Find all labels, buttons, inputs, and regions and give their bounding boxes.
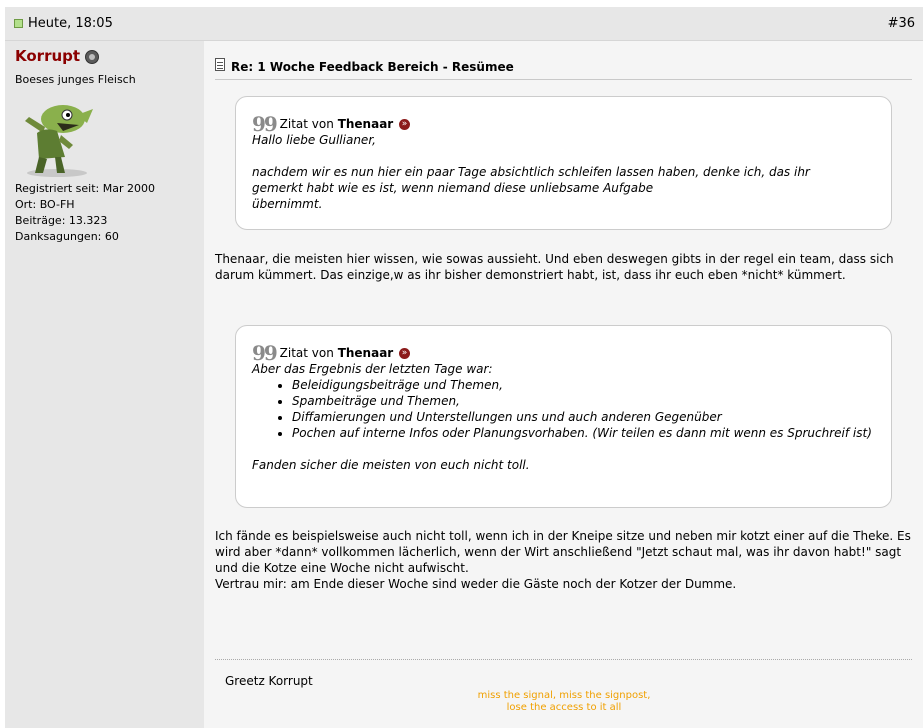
post-status-icon — [14, 19, 23, 28]
list-item: • Pochen auf interne Infos oder Planungsvorhaben. (Wir teilen es dann mit wenn es Spruchreif ist) — [292, 425, 882, 441]
quote-box — [235, 325, 892, 508]
quote-author: Thenaar — [337, 117, 394, 131]
post-body-end — [215, 528, 915, 592]
user-title: Boeses junges Fleisch — [15, 73, 136, 86]
quote-mark-icon: 99 — [252, 341, 276, 365]
quote-line: Hallo liebe Gullianer, — [252, 133, 376, 147]
document-icon — [215, 58, 225, 71]
offline-status-icon — [85, 50, 99, 64]
list-item: • Beleidigungsbeiträge und Themen, — [292, 377, 882, 393]
quote-line: gemerkt habt wie es ist, wenn niemand diese unliebsame Aufgabe — [252, 181, 654, 195]
user-avatar — [17, 95, 97, 179]
quote-text — [252, 361, 882, 473]
post-paragraph: Vertrau mir: am Ende dieser Woche sind weder die Gäste noch der Kotzer der Dumme. — [215, 577, 737, 591]
quote-header — [252, 338, 410, 365]
quote-intro: Aber das Ergebnis der letzten Tage war: — [252, 362, 493, 376]
post-number-link[interactable]: #36 — [887, 16, 915, 31]
list-item: • Diffamierungen und Unterstellungen uns und auch anderen Gegenüber — [292, 409, 882, 425]
signature-divider — [215, 659, 912, 660]
signature-line: miss the signal, miss the signpost, — [477, 690, 651, 701]
user-thanks: Danksagungen: 60 — [15, 230, 119, 243]
quote-prefix: Zitat von — [279, 346, 334, 360]
view-post-arrow-icon[interactable]: » — [399, 119, 410, 130]
quote-line: übernimmt. — [252, 197, 323, 211]
post-title: Re: 1 Woche Feedback Bereich - Resümee — [231, 60, 514, 74]
post-paragraph: Ich fände es beispielsweise auch nicht toll, wenn ich in der Kneipe sitze und neben mir kotzt einer auf die Theke. Es wird aber *dann* vollkommen lächerlich, wenn der Wirt anschließend "Jetzt schaut mal, was ihr davon habt!" sagt und die Kotze eine Woche nicht aufwischt. — [215, 529, 911, 575]
quote-text — [252, 132, 882, 212]
quote-line: nachdem wir es nun hier ein paar Tage absichtlich schleifen lassen haben, denke ich, das ihr — [252, 165, 810, 179]
quote-header — [252, 109, 410, 136]
user-location: Ort: BO-FH — [15, 198, 75, 211]
quote-author: Thenaar — [337, 346, 394, 360]
quote-mark-icon: 99 — [252, 112, 276, 136]
quote-list — [252, 377, 882, 441]
post-paragraph: Thenaar, die meisten hier wissen, wie sowas aussieht. Und eben deswegen gibts in der regel ein team, dass sich darum kümmert. Das einzige,w as ihr bisher demonstriert habt, ist, dass ihr euch eben *nicht* kümmert. — [215, 252, 894, 282]
signature-greeting: Greetz Korrupt — [225, 674, 313, 688]
post-title-row — [215, 57, 912, 80]
signature-text — [429, 690, 699, 714]
post-header — [5, 7, 923, 41]
quote-outro: Fanden sicher die meisten von euch nicht toll. — [252, 458, 530, 472]
view-post-arrow-icon[interactable]: » — [399, 348, 410, 359]
username-link[interactable]: Korrupt — [15, 47, 81, 65]
post-date: Heute, 18:05 — [28, 16, 113, 31]
user-info — [15, 181, 155, 245]
quote-box — [235, 96, 892, 230]
user-posts: Beiträge: 13.323 — [15, 214, 108, 227]
list-item: • Spambeiträge und Themen, — [292, 393, 882, 409]
quote-prefix: Zitat von — [279, 117, 334, 131]
signature-line: lose the access to it all — [506, 702, 622, 713]
user-sidebar — [5, 41, 204, 728]
user-registered: Registriert seit: Mar 2000 — [15, 182, 155, 195]
post-content — [204, 41, 923, 728]
